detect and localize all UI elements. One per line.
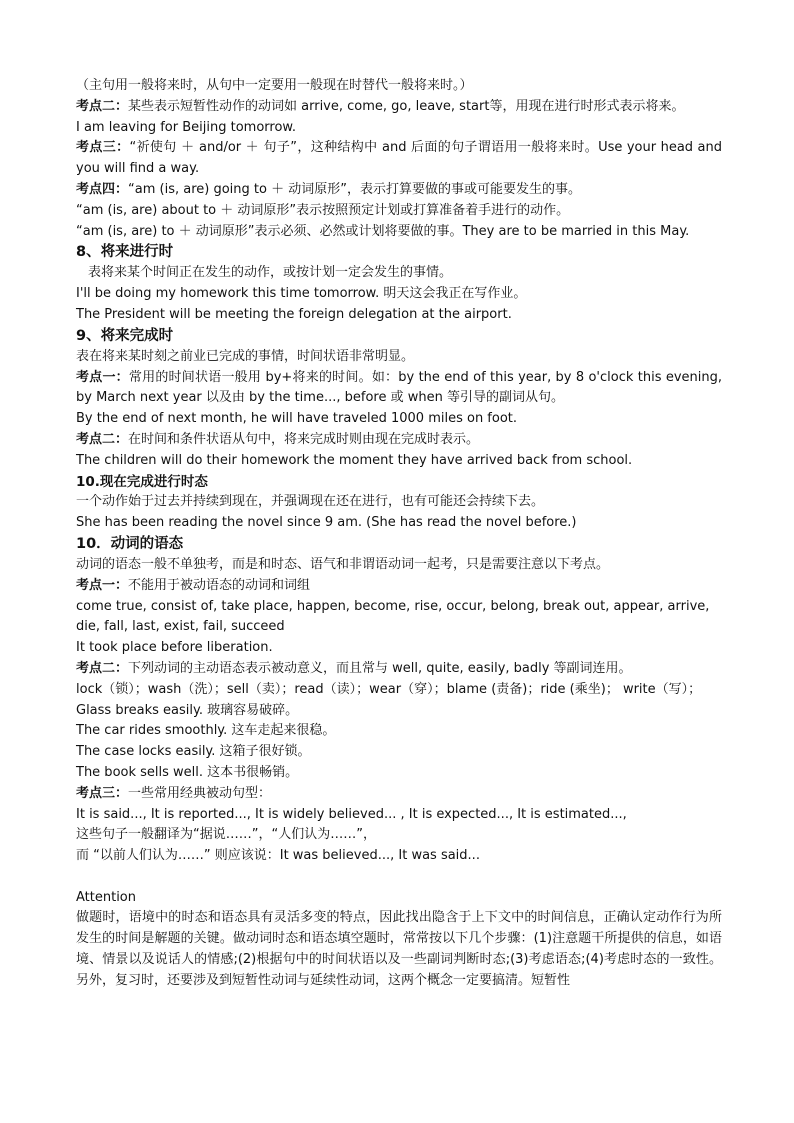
text-line: 动词的语态一般不单独考，而是和时态、语气和非谓语动词一起考，只是需要注意以下考点。 <box>76 556 610 572</box>
text-line: 一个动作始于过去并持续到现在，并强调现在还在进行，也有可能还会持续下去。 <box>76 494 545 510</box>
point-label: 考点二： <box>76 431 129 447</box>
point-label: 考点四： <box>76 181 129 197</box>
example-line: The book sells well. 这本书很畅销。 <box>76 764 299 780</box>
section-heading-8: 8、将来进行时 <box>76 244 174 261</box>
example-line: Glass breaks easily. 玻璃容易破碎。 <box>76 702 299 718</box>
point-two-line <box>76 97 722 118</box>
point-label: 考点一： <box>76 369 129 385</box>
section-heading-10a: 10.现在完成进行时态 <box>76 473 208 490</box>
point-text: 在时间和条件状语从句中，将来完成时则由现在完成时表示。 <box>128 431 480 447</box>
example-line: I am leaving for Beijing tomorrow. <box>76 119 296 135</box>
text-line: “am (is, are) about to ＋ 动词原形”表示按照预定计划或打算准备着手进行的动作。 <box>76 202 570 218</box>
example-line: I'll be doing my homework this time tomorrow. 明天这会我正在写作业。 <box>76 286 527 302</box>
text-line: 这些句子一般翻译为“据说……”，“人们认为……”， <box>76 827 376 843</box>
point-text: “am (is, are) going to ＋ 动词原形”，表示打算要做的事或可能要发生的事。 <box>128 181 581 197</box>
point-label: 考点一： <box>76 577 129 593</box>
point-text: 一些常用经典被动句型： <box>128 785 272 801</box>
point-three-line <box>76 784 722 805</box>
point-label: 考点三： <box>76 785 129 801</box>
point-one-line <box>76 368 722 410</box>
text-line: “am (is, are) to ＋ 动词原形”表示必须、必然或计划将要做的事。They are to be married in this May. <box>76 223 690 239</box>
point-label: 考点三： <box>76 140 130 156</box>
section-heading-10b: 10．动词的语态 <box>76 535 184 552</box>
example-line: By the end of next month, he will have traveled 1000 miles on foot. <box>76 411 518 427</box>
point-text: 某些表示短暂性动作的动词如 arrive, come, go, leave, start等，用现在进行时形式表示将来。 <box>128 98 685 114</box>
example-line: The case locks easily. 这箱子很好锁。 <box>76 744 311 760</box>
text-line: （主句用一般将来时，从句中一定要用一般现在时替代一般将来时。） <box>76 78 473 93</box>
point-label: 考点二： <box>76 660 129 676</box>
point-four-line <box>76 180 722 201</box>
section-heading-9: 9、将来完成时 <box>76 327 174 344</box>
point-text: 常用的时间状语一般用 by+将来的时间。如：by the end of this year, by 8 o'clock this evening, by March next year 以及由 by the time..., before 或 when 等引导的副词从句。 <box>76 369 722 406</box>
text-line: 表将来某个时间正在发生的动作，或按计划一定会发生的事情。 <box>88 265 453 281</box>
point-text: 下列动词的主动语态表示被动意义，而且常与 well, quite, easily, badly 等副词连用。 <box>128 660 632 676</box>
point-label: 考点二： <box>76 98 129 114</box>
point-one-line <box>76 576 722 597</box>
example-line: The President will be meeting the foreign delegation at the airport. <box>76 306 512 322</box>
text-line: 而 “以前人们认为……” 则应该说：It was believed..., It was said... <box>76 848 480 864</box>
attention-paragraph: 做题时，语境中的时态和语态具有灵活多变的特点，因此找出隐含于上下文中的时间信息，正确认定动作行为所发生的时间是解题的关键。做动词时态和语态填空题时，常常按以下几个步骤：(1)注意题干所提供的信息，如语境、情景以及说话人的情感;(2)根据句中的时间状语以及一些副词判断时态;(3)考虑语态;(4)考虑时态的一致性。另外，复习时，还要涉及到短暂性动词与延续性动词，这两个概念一定要搞清。短暂性 <box>76 910 722 988</box>
example-line: It is said..., It is reported..., It is widely believed... , It is expected..., It is estimated..., <box>76 806 627 822</box>
point-text: “祈使句 ＋ and/or ＋ 句子”，这种结构中 and 后面的句子谓语用一般将来时。Use your head and you will find a way. <box>76 140 722 177</box>
example-line: She has been reading the novel since 9 am. (She has read the novel before.) <box>76 515 577 531</box>
attention-label: Attention <box>76 889 136 905</box>
word-list-line: lock（锁）；wash（洗）；sell（卖）；read（读）；wear（穿）；blame (责备)；ride (乘坐)； write（写）； <box>76 681 702 697</box>
example-line: It took place before liberation. <box>76 640 273 656</box>
example-line: The car rides smoothly. 这车走起来很稳。 <box>76 723 336 739</box>
example-line: The children will do their homework the moment they have arrived back from school. <box>76 452 633 468</box>
word-list-line: come true, consist of, take place, happen, become, rise, occur, belong, break out, appear, arrive, die, fall, last, exist, fail, succeed <box>76 598 710 635</box>
point-two-line <box>76 430 722 451</box>
blank-line <box>76 867 722 888</box>
point-text: 不能用于被动语态的动词和词组 <box>128 577 311 593</box>
point-two-line <box>76 659 722 680</box>
text-line: 表在将来某时刻之前业已完成的事情，时间状语非常明显。 <box>76 348 415 364</box>
point-three-line <box>76 138 722 180</box>
document-page <box>76 76 722 992</box>
